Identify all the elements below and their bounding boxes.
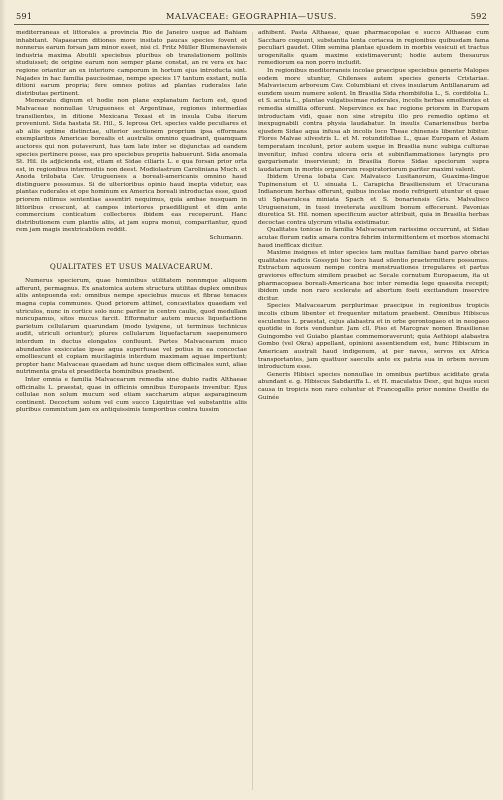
right-paragraph-4: Qualitates tonicae in familia Malvacearum rarissime occurrunt, at Sidae acutae florum radix amara contra febrim intermittentem et morbos stomachi haud inefflcax dicitur.: [258, 227, 489, 249]
page-gutter-shadow: [0, 0, 6, 800]
right-paragraph-2: In regionibus mediterraneis incolae praecipue speciebus generis Malopes eodem more utuntur, Chilenses autem species generis Cristariae. Malvaviscum arboreum Cav. Columbiani et cives insularum Antillanarum ad eundem usum numere solent. In Brasilia Sida rhombifolia L., S. cordifolia L. et S. acuta L., plantae vulgatissimae ruderales, incolis herbas emollientes et remedia simillia offerunt. Nepervince ex hac regione priorem in Europam introductam vidi, quae non sine strepitu illo pro remedio optimo et inexpugnabili contra physia laudabatur. In insulis Canariensibus herba ejusdem Sidae aqua infusa ab incolis loco Theae chinensis libenter bibitur. Flores Malvae silvestris L. et M. rotundifoliae L., quae Europam et Asiam temperatam incolunt, prior autem usque in Brasilia nunc subiga culturae invenitur, infusi contra ulcera oris et subinflammationes laryngis pro gargarismate inservieunt; in Brasilia flores Sidae speciorum supra laudatarum in morbis organorum respiratoriorum pariter maximi valent.: [258, 67, 489, 173]
left-column: [16, 30, 247, 415]
page-number-left: 591: [16, 11, 33, 21]
right-paragraph-5: Maxime insignes et inter species tam multas familiae hand parvo obrias qualitates radicis Gossypii hoc loco haud silentio praetermittere possumus. Extractum aquosum nempe contra menstruationes irregulares et partus graviores effectum similem praebet ac Secale cornutum Europaeum, ita ut pharmacopaea boreali-Americana hoc inter remedia lege quaesita recepit; ibidem unde non raro scelerate ad abortum foeti excitandum inservire dicitur.: [258, 250, 489, 302]
column-divider: [252, 32, 253, 790]
header-rule: [14, 24, 489, 25]
left-paragraph-3: Numerus specierum, quae hominibus utilitatem nonnmque aliquem afferunt, permagnus. Ex anatomica autem structura utilitas duplex omnibus aliis antepuenda est: omnibus nempe speciebus mucus et fibrae tenaces magna copia communes. Quod priorem attinet, concavitates quaedam vel utriculos, nunc in cortice solo nunc pariter in centro caulis, quod medullam nuncupamus, sitos mucus farcit. Efformatur autem mucus liquefactione parietum cellularum quarundam (modo lysigene, ut terminus technicus audit, utriculi oriuntur); plures cellularum liquefactarum saepenumero interdum in ductus elongatos confluunt. Partes Malvacearum muco abundantes exsiccatae ipsae aqua superfusae vel potius in ea concoctae emolliescunt et copiam mucilaginis interdum maximam aquae impertiunt; propter hanc Malvaceae quaedam ad hunc usque diem officinales sunt, aliae nutrimenta grata et praedilecta hominibus praebent.: [16, 278, 247, 376]
page-number-right: 592: [470, 11, 487, 21]
right-paragraph-1: adhibent. Pasta Althaeae, quae pharmacopolae e succo Althaeae cum Saccharo coquunt, substantia lenta coriacea in regionibus quibusdam fama peculiari gaudet. Olim semina plantae ejusdem in morbis vesicuii et tractus urogenitalis quam maxime existimaverunt; hodie autem thesaurus remediorum ea non porro includit.: [258, 30, 489, 67]
left-paragraph-1: mediterraneas et littorales a provincia Rio de Janeiro usque ad Bahiam inhabitant. Napaearum ditiones more insitato paucas species fovent et nonnerus earum forsan jam minor esset, nisi cl. Fritz Müller Blumenaviensis industria maxima Abutili speciebus pluribus ob translationem pollinis studuisset; de origine earum non semper plane constat, an re vera ex hac regione oriantur an ex interiore camporum in hortum ejus introducta sint. Najades in hac familia paucissimae, nempe species 17 tantum exstant, nulla ditioni earum propria; fere omnes potius ad plantas ruderales late distributas pertinent.: [16, 30, 247, 97]
book-page: [14, 10, 489, 790]
left-paragraph-2: Memoratu dignum et hodie non plane explanatum factum est, quod Malvaceae nonnullae Uruguenses et Argentinae, regiones intermedias transilientes, in ditione Mexicana Texasi et in insula Cuba iterum proveniunt. Sida hastata St. Hil., S. leprosa Ort. species valde peculiares et ab aliis optime distinctae, ulterior sectionem proprium ipsa efformans exemplaribus Americae borealis et australis omnino quadrant, quamquam auctores qui non putaverunt, has tam late inter se disjunctas ad eandem species pertinere posse, eas pro speciebus propriis habuerunt. Sida anomala St. Hil. ils adjicienda est, etiam et Sidae ciliaris L. e qua forsan prior orta est, in regionibus intermediis non deest. Modiolastrum Caroliniana Much. et Anoda trilobata Cav. Uruguenses a boreali-americanis omnino haud distinguere possumus. Si de ulterioribus opinio haud inepta videtur, eas plantas ruderales et ope hominum ex America boreali introductas esse, quod priorem nitimus sententiae assentiri nequimus, quia ambae nusquam in littoribus crescunt, at campos interiores praedilligunt et dim ante commercium conticatum collecteres ibidem eas receperunt. Hanc distributionem cum plantis aliis, at jam supra monui, comparitantur, quod rem jam magis inextricabilem reddit.: [16, 98, 247, 234]
right-paragraph-7: Generis Hibisci species nonnullae in omnibus partibus aciditate grata abundant e. g. Hibiscus Sabdariffa L. et H. maculatus Desr., qui hujus sucei causa in tropicis non raro coluntur et Francogallis prior nomine Oseille de Guinée: [258, 371, 489, 401]
left-paragraph-4: Inter omnia e familia Malvacearum remedia sine dubio radix Althaeae officinalis L. praestat, quae in officinis omnibus Europaeis invenitur. Ejus cellulae non solum mucum sed etiam saccharum atque asparagineum continent. Decoctum solum vel cum succo Liquiritiae vel substantiis aliis pluribus commixtum jam ex antiquissimis temporibus contra tussim: [16, 376, 247, 414]
section-title: QUALITATES ET USUS MALVACEARUM.: [49, 261, 214, 271]
running-title: MALVACEAE: GEOGRAPHIA—USUS.: [166, 11, 337, 21]
right-paragraph-6: Species Malvacearum perplurimae praecipue in regionibus tropicis incolis cibum libenter et frequenter mitatum praebent. Omnibus Hibiscus esculentus L. praestat, cujus alabastra et in orbe gerontogaeo et in neogaeo quotidie in foris venduntur. Jam cll. Piso et Marcgrav nomen Brasiliense Guingombo vel Guiabo plantae commemoraverunt; quia Aethiopi alabastra Gombo (vel Okra) appellant, opinioni assentiendum est, hunc Hibiscum in Americam australi haud indigenum, at per naves, servos ex Africa transportantes, jam quattuor saeculis ante ex patria sua in orbem novum introductum esse.: [258, 303, 489, 371]
running-header: [14, 10, 489, 24]
right-paragraph-3: Ibidem Urena lobata Cav. Malvaisco Lusitanorum, Guaxima-lingue Tupinensium et U. sinuata L. Carapicha Brasiliensium et Uracurana Indianorum herbas offerunt, quibus incolae modo refrigerii utuntur et quae uti Sphaeralcea miniata Spach et S. bonariensis Gris. Malvalisco Uruguensium, in tussi inveterata auxilium bonum effecerunt. Pavonias diuretica St. Hil. nomen specificum auctor attribuit, quia in Brasilia herbas decoctae contra ulycrum vitalia existimatur.: [258, 174, 489, 226]
author-signature: Schumann.: [209, 235, 243, 242]
right-column: [258, 30, 489, 402]
